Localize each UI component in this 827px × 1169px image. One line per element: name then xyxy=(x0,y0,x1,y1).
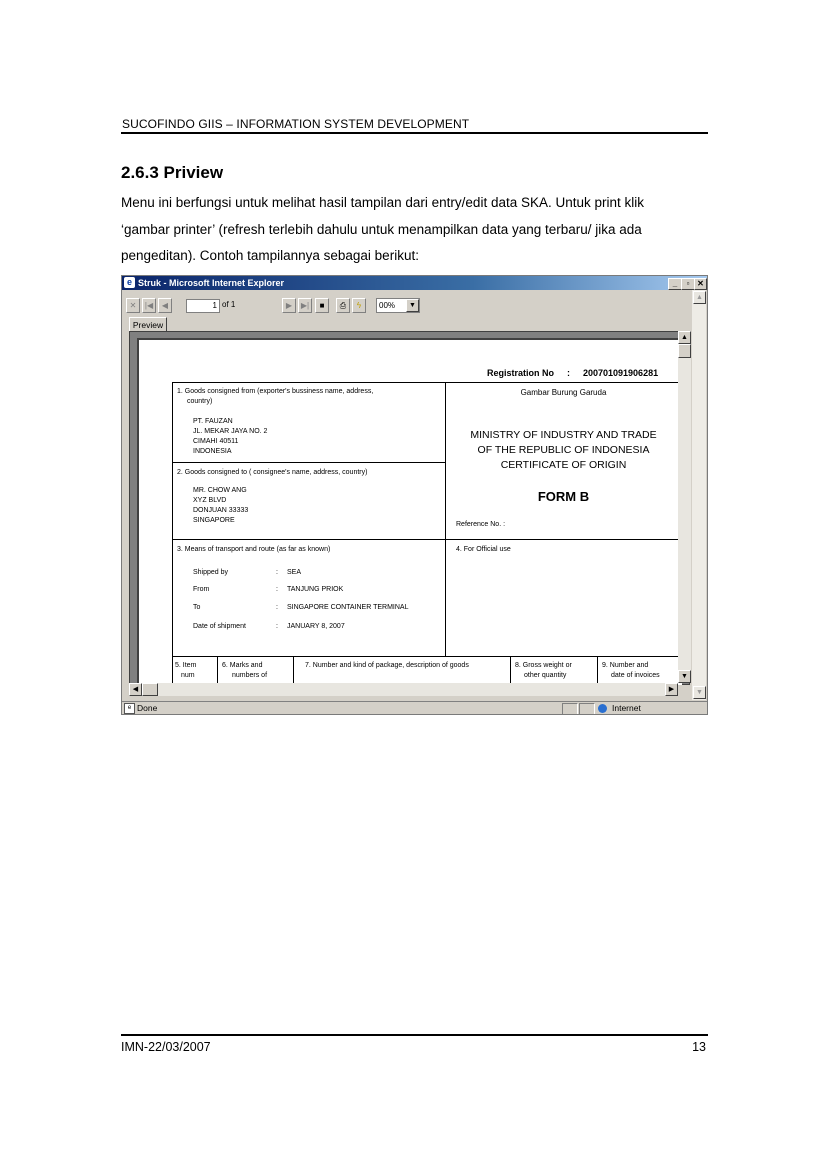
close-button[interactable]: ✕ xyxy=(694,278,707,290)
consignee-line: DONJUAN 33333 xyxy=(193,507,249,514)
reference-label: Reference No. : xyxy=(456,521,506,528)
page-number-input[interactable]: 1 xyxy=(186,299,220,313)
scroll-down-icon[interactable]: ▼ xyxy=(678,670,691,683)
first-page-icon[interactable]: |◀ xyxy=(142,298,156,313)
viewer-vertical-scrollbar[interactable] xyxy=(678,331,691,683)
exporter-line: PT. FAUZAN xyxy=(193,418,233,425)
col-weight-header xyxy=(515,661,572,681)
ministry-line: OF THE REPUBLIC OF INDONESIA xyxy=(477,444,650,456)
ministry-line: MINISTRY OF INDUSTRY AND TRADE xyxy=(470,429,657,441)
col-weight-line: other quantity xyxy=(524,672,567,679)
ie-logo-icon: e xyxy=(124,277,135,288)
stop-icon[interactable]: ✕ xyxy=(126,298,140,313)
col-item-line: 5. Item xyxy=(175,662,197,669)
grid-vline xyxy=(217,656,218,685)
box1-title-cont: country) xyxy=(187,398,213,405)
transport-label: To xyxy=(193,604,201,611)
grid-vline xyxy=(510,656,511,685)
scroll-thumb[interactable] xyxy=(678,344,691,358)
col-invoice-line: date of invoices xyxy=(611,672,660,679)
document-header: SUCOFINDO GIIS – INFORMATION SYSTEM DEVELOPMENT xyxy=(122,117,470,131)
transport-value: TANJUNG PRIOK xyxy=(287,586,344,593)
scroll-right-icon[interactable]: ▶ xyxy=(665,683,678,696)
scroll-up-icon[interactable]: ▲ xyxy=(693,291,706,304)
col-invoice-line: 9. Number and xyxy=(602,662,649,669)
form-title: FORM B xyxy=(537,489,590,504)
grid-vline xyxy=(293,656,294,685)
status-pane xyxy=(579,703,595,715)
consignee-line: XYZ BLVD xyxy=(193,497,227,504)
ministry-line: CERTIFICATE OF ORIGIN xyxy=(500,459,627,471)
refresh-icon[interactable]: ϟ xyxy=(352,298,366,313)
paragraph-line: ‘gambar printer’ (refresh terlebih dahulu untuk menampilkan data yang terbaru/ jika ada xyxy=(121,221,642,237)
emblem-placeholder: Gambar Burung Garuda xyxy=(520,388,607,397)
col-marks-header xyxy=(222,661,267,681)
col-description-header: 7. Number and kind of package, description of goods xyxy=(305,662,469,669)
box1-title: 1. Goods consigned from (exporter's bussiness name, address, xyxy=(177,388,374,395)
page-count: of 1 xyxy=(222,300,236,309)
transport-sep: : xyxy=(276,623,278,630)
status-bar xyxy=(122,701,707,715)
transport-label: From xyxy=(193,586,210,593)
last-page-icon[interactable]: ▶| xyxy=(298,298,312,313)
box2-title: 2. Goods consigned to ( consignee's name, address, country) xyxy=(177,469,368,476)
minimize-button[interactable]: _ xyxy=(668,278,682,290)
registration-sep: : xyxy=(567,368,570,378)
col-marks-line: 6. Marks and xyxy=(222,662,263,669)
report-page xyxy=(137,338,682,685)
tab-preview[interactable]: Preview xyxy=(129,317,167,332)
page-number: 13 xyxy=(692,1040,706,1054)
printer-icon[interactable]: ⎙ xyxy=(336,298,350,313)
window-titlebar xyxy=(122,276,707,290)
section-title: 2.6.3 Priview xyxy=(121,163,224,182)
footer-doc-id: IMN-22/03/2007 xyxy=(121,1040,211,1054)
browser-vertical-scrollbar[interactable] xyxy=(692,290,706,700)
registration-label: Registration No xyxy=(487,368,555,378)
transport-label: Date of shipment xyxy=(193,623,246,630)
consignee-line: SINGAPORE xyxy=(193,517,235,524)
footer-rule xyxy=(121,1034,708,1036)
transport-sep: : xyxy=(276,604,278,611)
section-paragraph xyxy=(121,190,707,270)
window-title: Struk - Microsoft Internet Explorer xyxy=(138,278,285,288)
col-invoice-header xyxy=(602,661,660,681)
col-item-header xyxy=(175,661,196,681)
box3-title: 3. Means of transport and route (as far as known) xyxy=(177,546,331,553)
transport-sep: : xyxy=(276,569,278,576)
registration-number: 200701091906281 xyxy=(583,368,659,378)
scroll-left-icon[interactable]: ◀ xyxy=(129,683,142,696)
transport-value: SINGAPORE CONTAINER TERMINAL xyxy=(287,604,409,611)
header-rule xyxy=(121,132,708,134)
hscroll-thumb[interactable] xyxy=(142,683,158,696)
transport-label: Shipped by xyxy=(193,569,229,576)
grid-vline xyxy=(597,656,598,685)
exporter-line: CIMAHI 40511 xyxy=(193,438,239,445)
grid-vline xyxy=(445,382,446,657)
zoom-select[interactable]: 00% xyxy=(376,298,420,313)
paragraph-line: Menu ini berfungsi untuk melihat hasil tampilan dari entry/edit data SKA. Untuk print klik xyxy=(121,195,645,210)
ie-window xyxy=(121,275,708,715)
transport-value: JANUARY 8, 2007 xyxy=(287,623,345,630)
grid-hline xyxy=(172,539,682,540)
transport-value: SEA xyxy=(287,569,302,576)
col-item-line: num xyxy=(181,672,195,679)
chevron-down-icon[interactable]: ▼ xyxy=(406,299,419,312)
prev-page-icon[interactable]: ◀ xyxy=(158,298,172,313)
consignee-line: MR. CHOW ANG xyxy=(193,487,247,494)
grid-hline xyxy=(172,656,682,657)
box4-title: 4. For Official use xyxy=(456,546,511,553)
viewer-horizontal-scrollbar[interactable] xyxy=(129,683,678,696)
scroll-up-icon[interactable]: ▲ xyxy=(678,331,691,344)
next-page-icon[interactable]: ▶ xyxy=(282,298,296,313)
maximize-button[interactable]: ▫ xyxy=(681,278,695,290)
scroll-down-icon[interactable]: ▼ xyxy=(693,686,706,699)
globe-icon xyxy=(598,704,607,713)
stop-square-icon[interactable]: ■ xyxy=(315,298,329,313)
status-pane xyxy=(562,703,578,715)
transport-sep: : xyxy=(276,586,278,593)
exporter-line: INDONESIA xyxy=(193,448,232,455)
page-done-icon: e xyxy=(124,703,135,714)
paragraph-line: pengeditan). Contoh tampilannya sebagai berikut: xyxy=(121,248,419,263)
col-weight-line: 8. Gross weight or xyxy=(515,662,572,669)
grid-hline xyxy=(172,462,445,463)
col-marks-line: numbers of xyxy=(232,672,268,679)
ministry-heading xyxy=(445,428,682,473)
exporter-line: JL. MEKAR JAYA NO. 2 xyxy=(193,428,268,435)
status-text: Done xyxy=(137,703,158,713)
zone-text: Internet xyxy=(612,703,641,713)
